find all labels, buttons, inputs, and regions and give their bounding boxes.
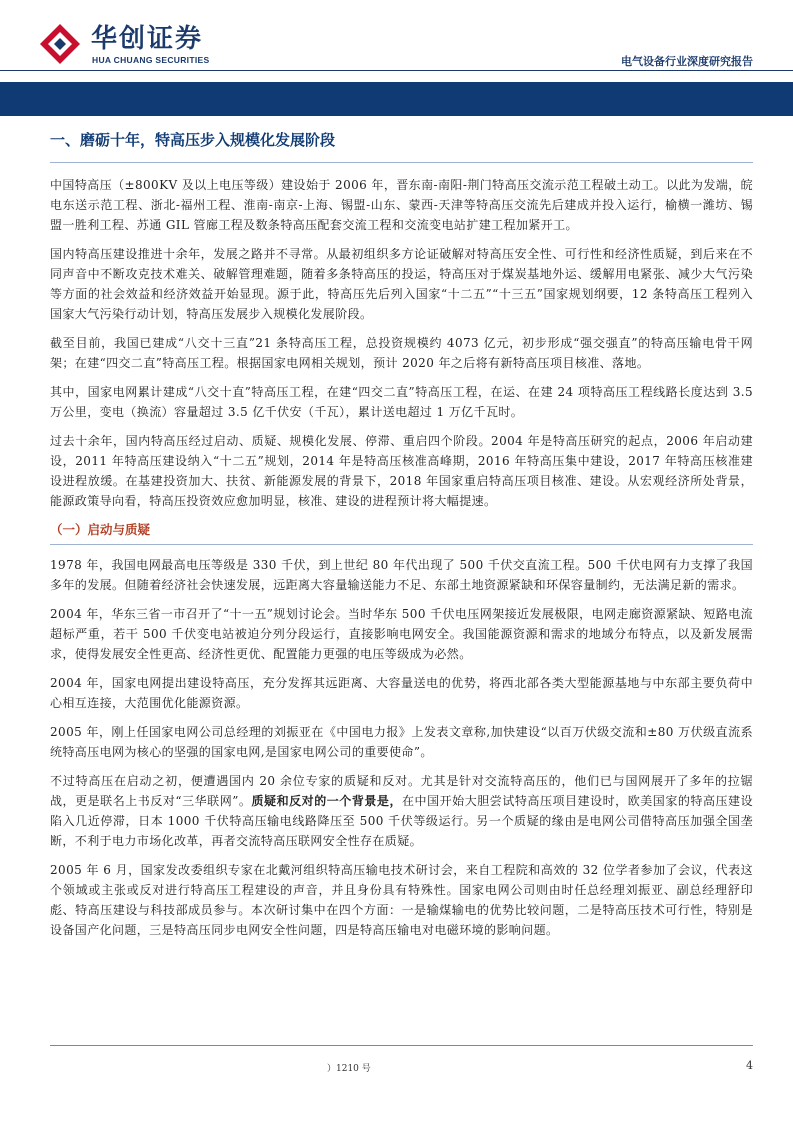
paragraph: 2005 年 6 月，国家发改委组织专家在北戴河组织特高压输电技术研讨会，来自工程院和高效的 32 位学者参加了会议，代表这个领域或主张或反对进行特高压工程建设的声音，并且身份具有特殊性。国家电网公司则由时任总经理刘振亚、副总经理舒印彪、特高压建设与科技部成员参与。本次研讨集中在四个方面：一是输煤输电的优势比较问题，二是特高压技术可行性，特别是设备国产化问题，三是特高压同步电网安全性问题，四是特高压输电对电磁环境的影响问题。 (50, 863, 753, 937)
section-title: 一、磨砺十年，特高压步入规模化发展阶段 (50, 131, 336, 149)
page-number: 4 (746, 1059, 753, 1072)
header-divider (0, 70, 793, 71)
header-band (0, 82, 793, 116)
subsection-title-divider (50, 544, 753, 545)
paragraph-bold-text: 质疑和反对的一个背景是， (251, 794, 402, 808)
logo-english-name: HUA CHUANG SECURITIES (92, 55, 210, 65)
footer-divider (50, 1045, 753, 1046)
page-header (0, 0, 793, 85)
paragraph: 国内特高压建设推进十余年，发展之路并不寻常。从最初组织多方论证破解对特高压安全性、可行性和经济性质疑，到后来在不同声音中不断攻克技术难关、破解管理难题，随着多条特高压的投运，特高压对于煤炭基地外运、缓解用电紧张、减少大气污染等方面的社会效益和经济效益开始显现。源于此，特高压先后列入国家“十二五”“十三五”国家规划纲要，12 条特高压工程列入国家大气污染行动计划，特高压发展步入规模化发展阶段。 (50, 247, 753, 321)
paragraph: 2004 年，国家电网提出建设特高压，充分发挥其远距离、大容量送电的优势，将西北部各类大型能源基地与中东部主要负荷中心相互连接，大范围优化能源资源。 (50, 676, 753, 710)
paragraph (50, 771, 753, 851)
page-footer (50, 1045, 753, 1085)
paragraph: 1978 年，我国电网最高电压等级是 330 千伏，到上世纪 80 年代出现了 500 千伏交直流工程。500 千伏电网有力支撑了我国多年的发展。但随着经济社会快速发展，远距离大容量输送能力不足、东部土地资源紧缺和环保容量制约，无法满足新的需求。 (50, 558, 753, 592)
paragraph-text: 不过特高压在启动之初，便遭遇国内 20 余位专家的质疑和反对。尤其是针对交流特高压的，他们已与国网展开了多年的拉锯战，更是联名上书反对“三华联网”。 (50, 774, 753, 808)
company-logo[interactable] (38, 22, 278, 72)
paragraph: 其中，国家电网累计建成“八交十直”特高压工程，在建“四交二直”特高压工程，在运、在建 24 项特高压工程线路长度达到 3.5 万公里，变电（换流）容量超过 3.5 亿千伏安（千瓦），累计送电超过 1 万亿千瓦时。 (50, 385, 753, 419)
paragraph: 2005 年，刚上任国家电网公司总经理的刘振亚在《中国电力报》上发表文章称,加快建设“以百万伏级交流和±80 万伏级直流系统特高压电网为核心的坚强的国家电网,是国家电网公司的重要使命”。 (50, 725, 753, 759)
main-content (50, 124, 753, 949)
logo-mark-icon (38, 22, 82, 66)
subsection-title: （一）启动与质疑 (50, 522, 151, 537)
paragraph: 截至目前，我国已建成“八交十三直”21 条特高压工程，总投资规模约 4073 亿元，初步形成“强交强直”的特高压输电骨干网架；在建“四交二直”特高压工程。根据国家电网相关规划，预计 2020 年之后将有新特高压项目核准、落地。 (50, 336, 753, 370)
paragraph: 2004 年，华东三省一市召开了“十一五”规划讨论会。当时华东 500 千伏电压网架接近发展极限，电网走廊资源紧缺、短路电流超标严重，若干 500 千伏变电站被迫分列分段运行，直接影响电网安全。我国能源资源和需求的地域分布特点，以及新发展需求，使得发展安全性更高、经济性更优、配置能力更强的电压等级成为必然。 (50, 607, 753, 661)
document-number: ）1210 号 (327, 1064, 371, 1074)
section-title-divider (50, 162, 753, 163)
report-type: 电气设备行业深度研究报告 (621, 55, 753, 68)
logo-chinese-name: 华创证券 (91, 24, 204, 54)
paragraph: 过去十余年，国内特高压经过启动、质疑、规模化发展、停滞、重启四个阶段。2004 年是特高压研究的起点，2006 年启动建设，2011 年特高压建设纳入“十二五”规划，2014 年是特高压核准高峰期，2016 年特高压集中建设，2017 年特高压核准建设进程放缓。在基建投资加大、扶贫、新能源发展的背景下，2018 年国家重启特高压项目核准、建设。从宏观经济所处背景，能源政策导向看，特高压投资效应愈加明显，核准、建设的进程预计将大幅提速。 (50, 434, 753, 508)
paragraph: 中国特高压（±800KV 及以上电压等级）建设始于 2006 年，晋东南-南阳-荆门特高压交流示范工程破土动工。以此为发端，皖电东送示范工程、浙北-福州工程、淮南-南京-上海、锡盟-山东、蒙西-天津等特高压交流先后建成并投入运行，榆横一潍坊、锡盟一胜利工程、苏通 GIL 管廊工程及数条特高压配套交流工程和交流变电站扩建工程加紧开工。 (50, 178, 753, 232)
paragraph-text: 在中国开始大胆尝试特高压项目建设时，欧美国家的特高压建设陷入几近停滞，日本 1000 千伏特高压输电线路降压至 500 千伏等级运行。另一个质疑的缘由是电网公司借特高压加强全国垄断，不利于电力市场化改革，再者交流特高压联网安全性存在质疑。 (50, 794, 753, 848)
